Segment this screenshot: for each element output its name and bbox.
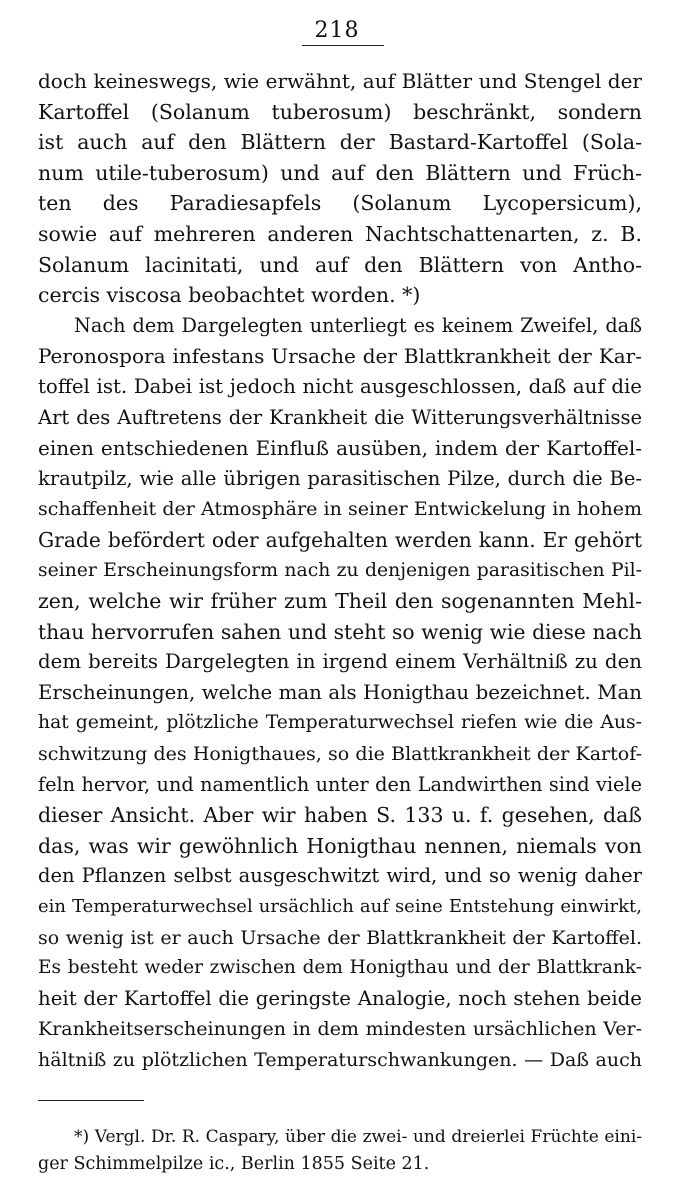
text-line: Erscheinungen, welche man als Honigthau bezeichnet. Man bbox=[38, 680, 642, 704]
footnote-rule bbox=[38, 1100, 144, 1101]
text-line: sowie auf mehreren anderen Nachtschattenarten, z. B. bbox=[38, 221, 642, 246]
text-line: doch keineswegs, wie erwähnt, auf Blätter und Stengel der bbox=[38, 69, 642, 93]
text-line: schwitzung des Honigthaues, so die Blattkrankheit der Kartof- bbox=[38, 743, 642, 766]
text-line: Kartoffel (Solanum tuberosum) beschränkt, sondern bbox=[38, 99, 642, 124]
text-line: zen, welche wir früher zum Theil den sogenannten Mehl- bbox=[38, 589, 642, 614]
text-line: toffel ist. Dabei ist jedoch nicht ausgeschlossen, daß auf die bbox=[38, 374, 642, 398]
text-line: ten des Paradiesapfels (Solanum Lycopersicum), bbox=[38, 191, 642, 216]
footnote-line: ger Schimmelpilze ic., Berlin 1855 Seite 21. bbox=[38, 1154, 430, 1174]
text-line: Grade befördert oder aufgehalten werden kann. Er gehört bbox=[38, 527, 642, 552]
text-line: thau hervorrufen sahen und steht so wenig wie diese nach bbox=[38, 619, 642, 644]
text-line: den Pflanzen selbst ausgeschwitzt wird, und so wenig daher bbox=[38, 864, 642, 888]
text-line: krautpilz, wie alle übrigen parasitischen Pilze, durch die Be- bbox=[38, 466, 642, 490]
text-line: so wenig ist er auch Ursache der Blattkrankheit der Kartoffel. bbox=[38, 926, 642, 949]
page-number: 218 bbox=[314, 18, 360, 43]
text-line: hältniß zu plötzlichen Temperaturschwankungen. — Daß auch bbox=[38, 1049, 642, 1071]
text-line: num utile-tuberosum) und auf den Blättern und Früch- bbox=[38, 160, 642, 185]
text-line: dieser Ansicht. Aber wir haben S. 133 u. f. gesehen, daß bbox=[38, 803, 642, 828]
text-line: hat gemeint, plötzliche Temperaturwechsel riefen wie die Aus- bbox=[38, 712, 642, 734]
text-line: dem bereits Dargelegten in irgend einem Verhältniß zu den bbox=[38, 650, 642, 674]
text-line: Krankheitserscheinungen in dem mindesten ursächlichen Ver- bbox=[38, 1018, 642, 1041]
text-line: cercis viscosa beobachtet worden. *) bbox=[38, 283, 421, 308]
body-text bbox=[38, 66, 642, 1076]
text-line: ist auch auf den Blättern der Bastard-Kartoffel (Sola- bbox=[38, 130, 642, 155]
text-line: feln hervor, und namentlich unter den Landwirthen sind viele bbox=[38, 772, 642, 796]
text-line: Nach dem Dargelegten unterliegt es keinem Zweifel, daß bbox=[74, 313, 642, 337]
text-line: Peronospora infestans Ursache der Blattkrankheit der Kar- bbox=[38, 344, 642, 369]
text-line: schaffenheit der Atmosphäre in seiner Entwickelung in hohem bbox=[38, 498, 642, 521]
footnote bbox=[38, 1124, 642, 1178]
text-line: Solanum lacinitati, und auf den Blättern von Antho- bbox=[38, 252, 642, 277]
text-line: einen entschiedenen Einfluß ausüben, indem der Kartoffel- bbox=[38, 436, 642, 461]
text-line: Es besteht weder zwischen dem Honigthau und der Blattkrank- bbox=[38, 957, 642, 979]
text-line: das, was wir gewöhnlich Honigthau nennen, niemals von bbox=[38, 833, 642, 858]
text-line: heit der Kartoffel die geringste Analogie, noch stehen beide bbox=[38, 986, 642, 1010]
text-line: seiner Erscheinungsform nach zu denjenigen parasitischen Pil- bbox=[38, 559, 642, 581]
header-rule bbox=[302, 45, 384, 46]
footnote-line: *) Vergl. Dr. R. Caspary, über die zwei- und dreierlei Früchte eini- bbox=[74, 1127, 642, 1147]
text-line: Art des Auftretens der Krankheit die Witterungsverhältnisse bbox=[38, 405, 642, 429]
text-line: ein Temperaturwechsel ursächlich auf seine Entstehung einwirkt, bbox=[38, 896, 642, 918]
